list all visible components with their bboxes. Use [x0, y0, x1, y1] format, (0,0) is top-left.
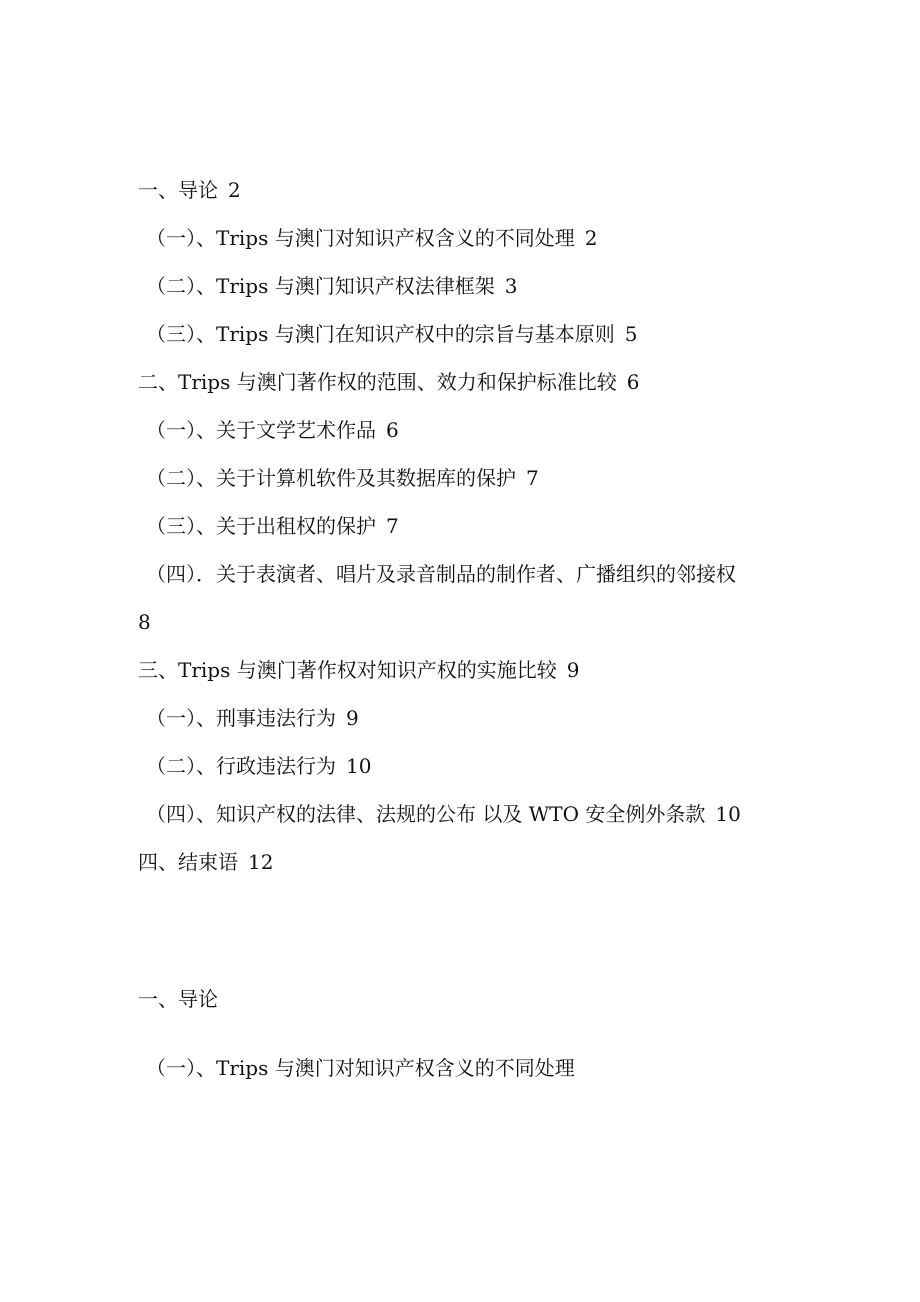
toc-entry-2-1[interactable] — [138, 406, 818, 454]
toc-entry-2-2[interactable] — [138, 454, 818, 502]
toc-page-number: 3 — [504, 274, 518, 298]
section-heading-intro: 一、导论 — [138, 987, 218, 1011]
toc-page-number: 2 — [584, 226, 598, 250]
toc-page-number: 6 — [386, 418, 399, 442]
toc-entry-1-3[interactable] — [138, 310, 818, 358]
toc-entry-title: （四）、知识产权的法律、法规的公布 以及 WTO 安全例外条款 — [146, 802, 706, 826]
toc-entry-2-3[interactable] — [138, 502, 818, 550]
toc-entry-title: （一）、刑事违法行为 — [146, 706, 336, 730]
toc-entry-title: （二）、行政违法行为 — [146, 754, 336, 778]
subsection-heading: （一）、Trips 与澳门对知识产权含义的不同处理 — [146, 1056, 575, 1080]
toc-page-number: 5 — [624, 322, 638, 346]
toc-entry-intro[interactable] — [138, 166, 818, 214]
toc-entry-1-1[interactable] — [138, 214, 818, 262]
toc-page-number: 7 — [526, 466, 539, 490]
toc-page-number: 7 — [386, 514, 399, 538]
toc-entry-2-4-page[interactable] — [138, 598, 818, 646]
toc-entry-3-1[interactable] — [138, 694, 818, 742]
toc-entry-title: （一）、关于文学艺术作品 — [146, 418, 376, 442]
toc-entry-2-4[interactable] — [138, 550, 818, 598]
toc-entry-3[interactable] — [138, 646, 818, 694]
toc-entry-title: （一）、Trips 与澳门对知识产权含义的不同处理 — [146, 226, 575, 250]
toc-entry-title: （三）、Trips 与澳门在知识产权中的宗旨与基本原则 — [146, 322, 615, 346]
toc-entry-title: 四、结束语 — [138, 850, 238, 874]
toc-entry-3-2[interactable] — [138, 742, 818, 790]
table-of-contents — [138, 166, 818, 886]
toc-page-number: 6 — [626, 370, 640, 394]
toc-entry-title: （四）．关于表演者、唱片及录音制品的制作者、广播组织的邻接权 — [146, 562, 736, 586]
toc-entry-title: 三、Trips 与澳门著作权对知识产权的实施比较 — [138, 658, 557, 682]
toc-page-number: 9 — [566, 658, 580, 682]
toc-entry-title: （三）、关于出租权的保护 — [146, 514, 376, 538]
toc-entry-title: （二）、Trips 与澳门知识产权法律框架 — [146, 274, 495, 298]
toc-entry-2[interactable] — [138, 358, 818, 406]
toc-entry-title: 二、Trips 与澳门著作权的范围、效力和保护标准比较 — [138, 370, 617, 394]
toc-entry-1-2[interactable] — [138, 262, 818, 310]
toc-page-number: 10 — [346, 754, 372, 778]
toc-entry-4[interactable] — [138, 838, 818, 886]
toc-page-number: 12 — [248, 850, 274, 874]
toc-entry-3-4[interactable] — [138, 790, 818, 838]
toc-page-number: 9 — [346, 706, 359, 730]
toc-page-number: 2 — [228, 178, 241, 202]
toc-page-number: 10 — [715, 802, 741, 826]
toc-entry-title: 一、导论 — [138, 178, 218, 202]
toc-entry-title: （二）、关于计算机软件及其数据库的保护 — [146, 466, 516, 490]
toc-page-number: 8 — [138, 610, 151, 634]
